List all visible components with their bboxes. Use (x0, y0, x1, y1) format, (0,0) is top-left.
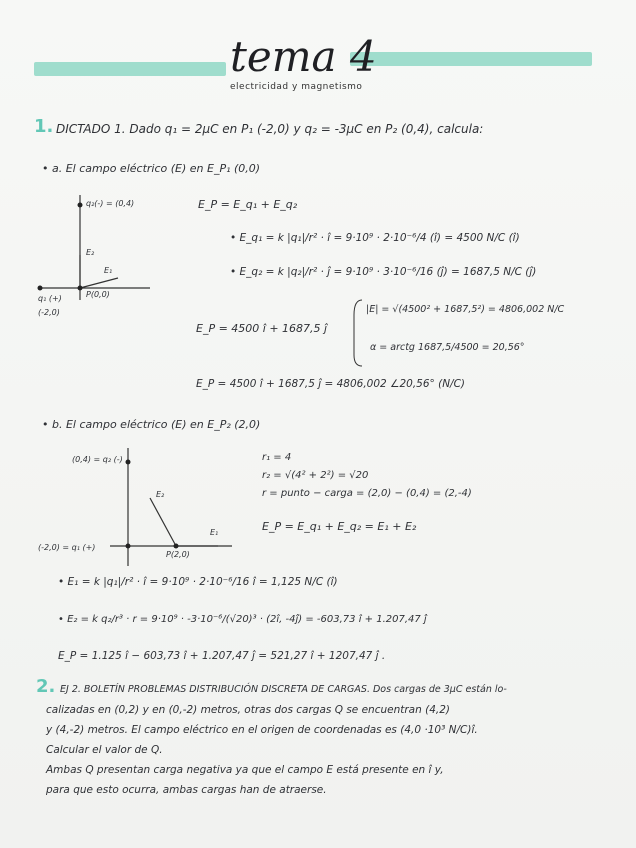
part-a-line: E_P = 4500 î + 1687,5 ĵ = 4806,002 ∠20,56° (N/C) (196, 378, 466, 390)
part-b-line: r₁ = 4 (262, 452, 292, 463)
part-a-line: α = arctg 1687,5/4500 = 20,56° (370, 342, 525, 353)
part-b-line: • E₁ = k |q₁|/r² · î = 9·10⁹ · 2·10⁻⁶/16 î = 1,125 N/C (î) (58, 576, 338, 588)
part-a-line: E_P = E_q₁ + E_q₂ (198, 198, 298, 211)
diagram-b-q2: (0,4) = q₂ (-) (72, 455, 123, 464)
page-subtitle: electricidad y magnetismo (230, 82, 363, 92)
part-a-line: • E_q₂ = k |q₂|/r² · ĵ = 9·10⁹ · 3·10⁻⁶/16 (ĵ) = 1687,5 N/C (ĵ) (230, 266, 537, 278)
part-b-line: r₂ = √(4² + 2²) = √20 (262, 470, 369, 481)
page-title: tema 4 (230, 32, 377, 81)
problem2-line: y (4,-2) metros. El campo eléctrico en el origen de coordenadas es (4,0 ·10³ N/C)î. (46, 724, 478, 736)
part-a-heading: • a. El campo eléctrico (E) en E_P₁ (0,0) (42, 162, 261, 175)
diagram-b-q1: (-2,0) = q₁ (+) (38, 543, 96, 552)
diagram-b-point: P(2,0) (166, 550, 190, 559)
problem2-line: calizadas en (0,2) y en (0,-2) metros, otras dos cargas Q se encuentran (4,2) (46, 704, 450, 716)
problem2-line: Ambas Q presentan carga negativa ya que el campo E está presente en î y, (46, 764, 444, 776)
problem-number: 1. (34, 116, 54, 137)
diagram-a-q1-pos: (-2,0) (38, 308, 60, 317)
part-b-line: E_P = 1.125 î − 603,73 î + 1.207,47 ĵ = 521,27 î + 1207,47 ĵ . (58, 650, 386, 662)
problem-statement: DICTADO 1. Dado q₁ = 2μC en P₁ (-2,0) y q₂ = -3μC en P₂ (0,4), calcula: (56, 122, 484, 136)
part-b-line: r = punto − carga = (2,0) − (0,4) = (2,-4) (262, 488, 472, 499)
part-b-line: • E₂ = k q₂/r³ · r = 9·10⁹ · -3·10⁻⁶/(√20)³ · (2î, -4ĵ) = -603,73 î + 1.207,47 ĵ (58, 614, 427, 625)
problem-number: 2. (36, 676, 56, 697)
diagram-a-e1: E₁ (104, 266, 113, 275)
diagram-b-e1: E₁ (210, 528, 219, 537)
diagram-a-point: P(0,0) (86, 290, 110, 299)
diagram-a-q1: q₁ (+) (38, 294, 62, 303)
diagram-a-e2: E₂ (86, 248, 95, 257)
part-b-line: E_P = E_q₁ + E_q₂ = E₁ + E₂ (262, 520, 417, 533)
part-a-line: |E| = √(4500² + 1687,5²) = 4806,002 N/C (366, 304, 565, 315)
part-a-line: E_P = 4500 î + 1687,5 ĵ (196, 322, 328, 335)
part-b-heading: • b. El campo eléctrico (E) en E_P₂ (2,0) (42, 418, 261, 431)
problem2-line: EJ 2. BOLETÍN PROBLEMAS DISTRIBUCIÓN DISCRETA DE CARGAS. Dos cargas de 3μC están lo- (60, 684, 507, 695)
diagram-b-e2: E₂ (156, 490, 165, 499)
diagram-a-q2: q₂(-) = (0,4) (86, 199, 135, 208)
part-a-line: • E_q₁ = k |q₁|/r² · î = 9·10⁹ · 2·10⁻⁶/4 (î) = 4500 N/C (î) (230, 232, 520, 244)
problem2-line: Calcular el valor de Q. (46, 744, 163, 756)
problem2-line: para que esto ocurra, ambas cargas han de atraerse. (46, 784, 327, 796)
